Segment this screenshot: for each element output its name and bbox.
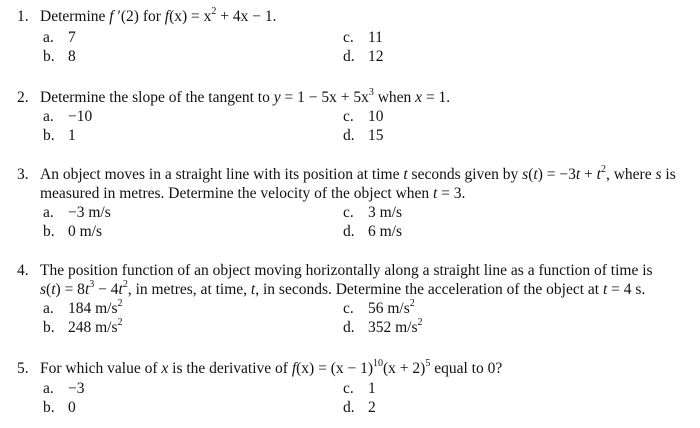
question-number: 5. — [17, 360, 29, 377]
option-b: b. 0 m/s — [43, 223, 103, 240]
option-c: c. 3 m/s — [343, 204, 403, 221]
option-b: b. 8 — [43, 48, 76, 65]
question-number: 3. — [17, 166, 29, 183]
option-d: d. 12 — [343, 48, 384, 65]
question-stem: For which value of x is the derivative of $f(x) = (x - 1)^{10}(x + 2)^5$ equal to 0? — [40, 357, 503, 377]
option-d: d. 15 — [343, 127, 384, 144]
question-stem-line-1: The position function of an object moving horizontally along a straight line as a function of time is — [40, 262, 653, 279]
option-c: c. 1 — [343, 380, 376, 397]
option-d: d. 6 m/s — [343, 223, 403, 240]
option-c: c. 10 — [343, 108, 384, 125]
option-b: b. 0 — [43, 399, 76, 416]
option-a: a. −3 — [43, 380, 85, 397]
option-d: d. 352 $m/s^2$ — [343, 316, 423, 336]
option-a: a. −3 m/s — [43, 204, 111, 221]
option-a: a. −10 — [43, 108, 93, 125]
option-c: c. 11 — [343, 29, 383, 46]
question-stem-line-2: measured in metres. Determine the velocity of the object when t = 3. — [40, 185, 466, 202]
question-number: 2. — [17, 89, 29, 106]
question-stem: Determine the slope of the tangent to $y = 1 - 5x + 5x^3$ when x = 1. — [40, 86, 451, 106]
option-d: d. 2 — [343, 399, 376, 416]
option-a: a. 7 — [43, 29, 76, 46]
option-c: c. 56 $m/s^2$ — [343, 297, 415, 317]
question-stem-line-1: An object moves in a straight line with its position at time t seconds given by $s(t) = -3t + t^2$, where s is — [40, 163, 676, 183]
question-number: 4. — [17, 262, 29, 279]
option-b: b. 248 $m/s^2$ — [43, 316, 123, 336]
option-b: b. 1 — [43, 127, 76, 144]
question-number: 1. — [17, 8, 29, 25]
question-stem: Determine f ′(2) for $f(x) = x^2 + 4x - 1$. — [40, 5, 277, 25]
question-stem-line-2: $s(t) = 8t^3 - 4t^2$, in metres, at time, t, in seconds. Determine the acceleration of the object at t = 4 s. — [40, 278, 646, 298]
option-a: a. 184 $m/s^2$ — [43, 297, 123, 317]
